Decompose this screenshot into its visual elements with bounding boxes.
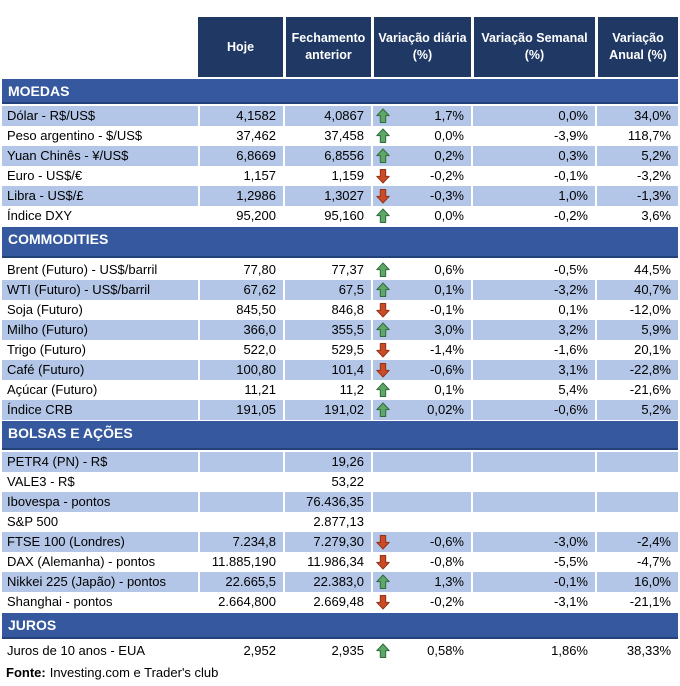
down-arrow-icon <box>375 168 391 184</box>
fechamento-cell: 7.279,30 <box>283 532 371 552</box>
table-section <box>2 613 678 661</box>
label-cell: Soja (Futuro) <box>2 300 198 320</box>
fechamento-cell: 11,2 <box>283 380 371 400</box>
weekly-var-cell: -3,0% <box>471 532 595 552</box>
daily-var-cell <box>371 492 471 512</box>
annual-var-cell: -3,2% <box>595 166 678 186</box>
fechamento-cell: 2,935 <box>283 641 371 661</box>
daily-var-value: -0,3% <box>430 188 464 203</box>
weekly-var-cell: -3,1% <box>471 592 595 612</box>
label-cell: Nikkei 225 (Japão) - pontos <box>2 572 198 592</box>
hoje-cell: 37,462 <box>198 126 283 146</box>
weekly-var-cell: 1,86% <box>471 641 595 661</box>
hoje-cell: 11,21 <box>198 380 283 400</box>
hoje-cell: 2.664,800 <box>198 592 283 612</box>
hoje-cell: 11.885,190 <box>198 552 283 572</box>
fechamento-cell: 2.877,13 <box>283 512 371 532</box>
up-arrow-icon <box>375 643 391 659</box>
table-row <box>2 532 678 552</box>
annual-var-cell: 5,9% <box>595 320 678 340</box>
fechamento-cell: 1,3027 <box>283 186 371 206</box>
corner-empty-cell <box>2 17 198 77</box>
annual-var-cell: -22,8% <box>595 360 678 380</box>
daily-var-cell <box>371 186 471 206</box>
label-cell: PETR4 (PN) - R$ <box>2 452 198 472</box>
annual-var-cell: 38,33% <box>595 641 678 661</box>
table-row <box>2 452 678 472</box>
table-row <box>2 166 678 186</box>
daily-var-cell <box>371 400 471 420</box>
annual-var-cell: 34,0% <box>595 106 678 126</box>
hoje-cell: 7.234,8 <box>198 532 283 552</box>
label-cell: Dólar - R$/US$ <box>2 106 198 126</box>
table-section <box>2 79 678 226</box>
daily-var-cell <box>371 166 471 186</box>
fechamento-cell: 529,5 <box>283 340 371 360</box>
label-cell: Peso argentino - $/US$ <box>2 126 198 146</box>
daily-var-value: -0,2% <box>430 594 464 609</box>
column-header-fechamento-anterior: Fechamento anterior <box>283 17 371 77</box>
daily-var-cell <box>371 452 471 472</box>
column-header-variacao-semanal: Variação Semanal (%) <box>471 17 595 77</box>
fechamento-cell: 67,5 <box>283 280 371 300</box>
section-header-bar: COMMODITIES <box>2 227 678 258</box>
hoje-cell <box>198 512 283 532</box>
weekly-var-cell <box>471 492 595 512</box>
annual-var-cell: 5,2% <box>595 400 678 420</box>
table-row <box>2 340 678 360</box>
source-label: Fonte: <box>6 665 46 680</box>
weekly-var-cell <box>471 472 595 492</box>
annual-var-cell: -2,4% <box>595 532 678 552</box>
annual-var-cell: 5,2% <box>595 146 678 166</box>
label-cell: DAX (Alemanha) - pontos <box>2 552 198 572</box>
daily-var-value: -0,6% <box>430 362 464 377</box>
table-row <box>2 146 678 166</box>
weekly-var-cell: -0,1% <box>471 572 595 592</box>
daily-var-value: 1,3% <box>434 574 464 589</box>
daily-var-cell <box>371 320 471 340</box>
up-arrow-icon <box>375 108 391 124</box>
daily-var-cell <box>371 300 471 320</box>
section-header-bar: MOEDAS <box>2 79 678 104</box>
table-row <box>2 641 678 661</box>
fechamento-cell: 95,160 <box>283 206 371 226</box>
section-header-bar: JUROS <box>2 613 678 639</box>
hoje-cell: 67,62 <box>198 280 283 300</box>
daily-var-value: -0,1% <box>430 302 464 317</box>
daily-var-cell <box>371 280 471 300</box>
table-row <box>2 492 678 512</box>
hoje-cell <box>198 492 283 512</box>
annual-var-cell: -4,7% <box>595 552 678 572</box>
daily-var-cell <box>371 206 471 226</box>
table-section <box>2 227 678 420</box>
daily-var-cell <box>371 592 471 612</box>
hoje-cell <box>198 472 283 492</box>
daily-var-value: -0,6% <box>430 534 464 549</box>
annual-var-cell: -21,1% <box>595 592 678 612</box>
fechamento-cell: 846,8 <box>283 300 371 320</box>
hoje-cell: 1,157 <box>198 166 283 186</box>
daily-var-cell <box>371 472 471 492</box>
hoje-cell: 77,80 <box>198 260 283 280</box>
label-cell: Açúcar (Futuro) <box>2 380 198 400</box>
weekly-var-cell: -0,2% <box>471 206 595 226</box>
daily-var-value: 3,0% <box>434 322 464 337</box>
weekly-var-cell: 0,1% <box>471 300 595 320</box>
label-cell: Brent (Futuro) - US$/barril <box>2 260 198 280</box>
label-cell: Índice CRB <box>2 400 198 420</box>
up-arrow-icon <box>375 208 391 224</box>
weekly-var-cell: -3,9% <box>471 126 595 146</box>
annual-var-cell: -12,0% <box>595 300 678 320</box>
weekly-var-cell: -5,5% <box>471 552 595 572</box>
hoje-cell: 522,0 <box>198 340 283 360</box>
up-arrow-icon <box>375 574 391 590</box>
table-row <box>2 300 678 320</box>
label-cell: Yuan Chinês - ¥/US$ <box>2 146 198 166</box>
label-cell: FTSE 100 (Londres) <box>2 532 198 552</box>
hoje-cell <box>198 452 283 472</box>
up-arrow-icon <box>375 282 391 298</box>
column-header-row <box>2 17 678 77</box>
annual-var-cell <box>595 472 678 492</box>
weekly-var-cell: -1,6% <box>471 340 595 360</box>
daily-var-cell <box>371 380 471 400</box>
down-arrow-icon <box>375 534 391 550</box>
label-cell: Shanghai - pontos <box>2 592 198 612</box>
annual-var-cell: 44,5% <box>595 260 678 280</box>
sections-container <box>2 79 678 661</box>
hoje-cell: 100,80 <box>198 360 283 380</box>
fechamento-cell: 4,0867 <box>283 106 371 126</box>
table-row <box>2 400 678 420</box>
fechamento-cell: 37,458 <box>283 126 371 146</box>
weekly-var-cell: -3,2% <box>471 280 595 300</box>
fechamento-cell: 1,159 <box>283 166 371 186</box>
table-row <box>2 512 678 532</box>
fechamento-cell: 191,02 <box>283 400 371 420</box>
hoje-cell: 95,200 <box>198 206 283 226</box>
daily-var-value: -0,2% <box>430 168 464 183</box>
annual-var-cell <box>595 512 678 532</box>
daily-var-cell <box>371 360 471 380</box>
down-arrow-icon <box>375 342 391 358</box>
weekly-var-cell: 3,2% <box>471 320 595 340</box>
column-header-hoje: Hoje <box>198 17 283 77</box>
fechamento-cell: 53,22 <box>283 472 371 492</box>
hoje-cell: 22.665,5 <box>198 572 283 592</box>
label-cell: Euro - US$/€ <box>2 166 198 186</box>
weekly-var-cell: 0,3% <box>471 146 595 166</box>
fechamento-cell: 77,37 <box>283 260 371 280</box>
weekly-var-cell: 1,0% <box>471 186 595 206</box>
daily-var-cell <box>371 512 471 532</box>
daily-var-value: 0,02% <box>427 402 464 417</box>
daily-var-cell <box>371 146 471 166</box>
label-cell: Ibovespa - pontos <box>2 492 198 512</box>
weekly-var-cell: -0,1% <box>471 166 595 186</box>
up-arrow-icon <box>375 402 391 418</box>
label-cell: WTI (Futuro) - US$/barril <box>2 280 198 300</box>
label-cell: S&P 500 <box>2 512 198 532</box>
daily-var-cell <box>371 572 471 592</box>
source-footnote <box>2 661 678 680</box>
weekly-var-cell <box>471 512 595 532</box>
fechamento-cell: 76.436,35 <box>283 492 371 512</box>
daily-var-value: 0,0% <box>434 208 464 223</box>
daily-var-value: 0,6% <box>434 262 464 277</box>
weekly-var-cell: 0,0% <box>471 106 595 126</box>
table-row <box>2 186 678 206</box>
hoje-cell: 366,0 <box>198 320 283 340</box>
label-cell: Juros de 10 anos - EUA <box>2 641 198 661</box>
weekly-var-cell: 5,4% <box>471 380 595 400</box>
table-row <box>2 360 678 380</box>
weekly-var-cell: -0,6% <box>471 400 595 420</box>
label-cell: Libra - US$/£ <box>2 186 198 206</box>
annual-var-cell: 16,0% <box>595 572 678 592</box>
annual-var-cell: 20,1% <box>595 340 678 360</box>
daily-var-cell <box>371 641 471 661</box>
daily-var-cell <box>371 340 471 360</box>
table-row <box>2 380 678 400</box>
daily-var-value: 0,2% <box>434 148 464 163</box>
daily-var-cell <box>371 260 471 280</box>
daily-var-value: 1,7% <box>434 108 464 123</box>
daily-var-value: 0,1% <box>434 382 464 397</box>
annual-var-cell: 3,6% <box>595 206 678 226</box>
down-arrow-icon <box>375 362 391 378</box>
source-text: Investing.com e Trader's club <box>49 665 219 680</box>
annual-var-cell: 118,7% <box>595 126 678 146</box>
fechamento-cell: 6,8556 <box>283 146 371 166</box>
fechamento-cell: 19,26 <box>283 452 371 472</box>
annual-var-cell: -1,3% <box>595 186 678 206</box>
weekly-var-cell: -0,5% <box>471 260 595 280</box>
fechamento-cell: 101,4 <box>283 360 371 380</box>
up-arrow-icon <box>375 262 391 278</box>
table-section <box>2 421 678 612</box>
down-arrow-icon <box>375 188 391 204</box>
table-row <box>2 280 678 300</box>
table-row <box>2 320 678 340</box>
label-cell: Café (Futuro) <box>2 360 198 380</box>
daily-var-cell <box>371 126 471 146</box>
daily-var-cell <box>371 106 471 126</box>
daily-var-value: -1,4% <box>430 342 464 357</box>
hoje-cell: 6,8669 <box>198 146 283 166</box>
down-arrow-icon <box>375 594 391 610</box>
annual-var-cell <box>595 452 678 472</box>
hoje-cell: 1,2986 <box>198 186 283 206</box>
fechamento-cell: 355,5 <box>283 320 371 340</box>
hoje-cell: 845,50 <box>198 300 283 320</box>
table-row <box>2 206 678 226</box>
weekly-var-cell: 3,1% <box>471 360 595 380</box>
down-arrow-icon <box>375 554 391 570</box>
annual-var-cell: -21,6% <box>595 380 678 400</box>
daily-var-value: 0,58% <box>427 643 464 658</box>
annual-var-cell <box>595 492 678 512</box>
annual-var-cell: 40,7% <box>595 280 678 300</box>
daily-var-value: 0,1% <box>434 282 464 297</box>
up-arrow-icon <box>375 128 391 144</box>
table-row <box>2 472 678 492</box>
hoje-cell: 191,05 <box>198 400 283 420</box>
table-row <box>2 572 678 592</box>
daily-var-value: -0,8% <box>430 554 464 569</box>
fechamento-cell: 11.986,34 <box>283 552 371 572</box>
section-header-bar: BOLSAS E AÇÕES <box>2 421 678 450</box>
label-cell: Trigo (Futuro) <box>2 340 198 360</box>
fechamento-cell: 22.383,0 <box>283 572 371 592</box>
daily-var-cell <box>371 552 471 572</box>
table-row <box>2 592 678 612</box>
label-cell: VALE3 - R$ <box>2 472 198 492</box>
label-cell: Milho (Futuro) <box>2 320 198 340</box>
fechamento-cell: 2.669,48 <box>283 592 371 612</box>
label-cell: Índice DXY <box>2 206 198 226</box>
weekly-var-cell <box>471 452 595 472</box>
table-row <box>2 106 678 126</box>
table-row <box>2 552 678 572</box>
up-arrow-icon <box>375 382 391 398</box>
column-header-variacao-anual: Variação Anual (%) <box>595 17 678 77</box>
table-row <box>2 260 678 280</box>
daily-var-value: 0,0% <box>434 128 464 143</box>
daily-var-cell <box>371 532 471 552</box>
column-header-variacao-diaria: Variação diária (%) <box>371 17 471 77</box>
hoje-cell: 4,1582 <box>198 106 283 126</box>
table-row <box>2 126 678 146</box>
up-arrow-icon <box>375 148 391 164</box>
hoje-cell: 2,952 <box>198 641 283 661</box>
down-arrow-icon <box>375 302 391 318</box>
up-arrow-icon <box>375 322 391 338</box>
